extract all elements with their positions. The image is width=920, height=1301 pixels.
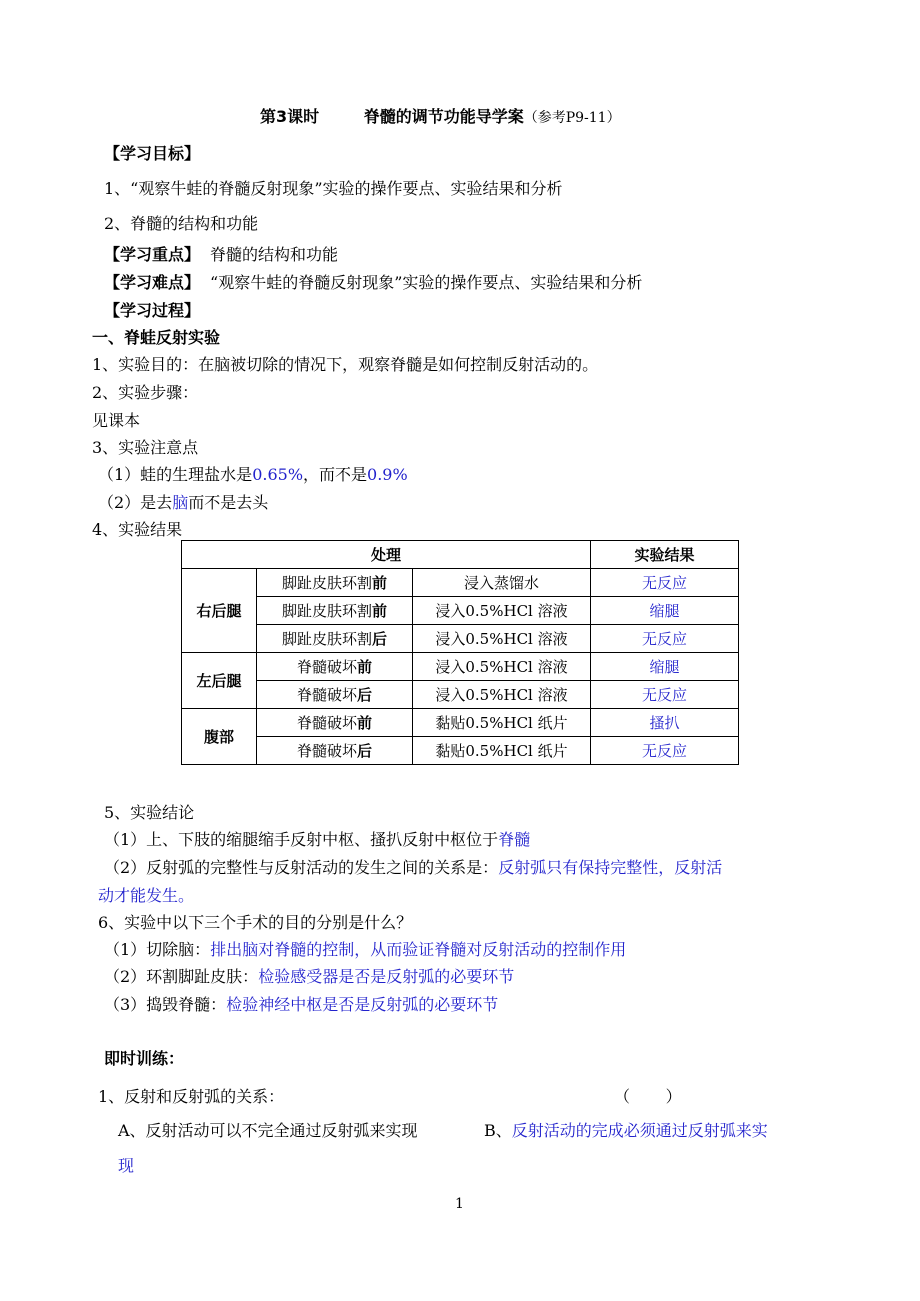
note-2: （2）是去脑而不是去头 [98,493,269,512]
header-result: 实验结果 [591,541,739,569]
difficult-point: 【学习难点】 “观察牛蛙的脊髓反射现象”实验的操作要点、实验结果和分析 [104,273,643,292]
procedure-cell: 脊髓破坏前 [257,653,413,681]
stimulus-cell: 黏贴0.5%HCl 纸片 [413,737,591,765]
conclusion-1: （1）上、下肢的缩腿缩手反射中枢、搔扒反射中枢位于脊髓 [104,830,531,849]
result-cell: 搔扒 [591,709,739,737]
training-question-1: 1、反射和反射弧的关系： [98,1087,285,1106]
conclusion-2: （2）反射弧的完整性与反射活动的发生之间的关系是：反射弧只有保持完整性，反射活 [104,858,723,877]
table-row [182,709,739,737]
stimulus-cell: 浸入蒸馏水 [413,569,591,597]
question-6-2: （2）环割脚趾皮肤：检验感受器是否是反射弧的必要环节 [104,967,515,986]
procedure-cell: 脚趾皮肤环割后 [257,625,413,653]
see-textbook: 见课本 [92,411,141,430]
goal-2: 2、脊髓的结构和功能 [104,214,259,233]
stimulus-cell: 浸入0.5%HCl 溶液 [413,681,591,709]
procedure-cell: 脚趾皮肤环割前 [257,597,413,625]
page-number: 1 [455,1196,464,1212]
conclusion-heading: 5、实验结论 [104,803,195,822]
question-6-1: （1）切除脑：排出脑对脊髓的控制，从而验证脊髓对反射活动的控制作用 [104,940,627,959]
result-cell: 无反应 [591,681,739,709]
table-row [182,569,739,597]
procedure-cell: 脊髓破坏前 [257,709,413,737]
notes-heading: 3、实验注意点 [92,438,199,457]
goal-1: 1、“观察牛蛙的脊髓反射现象”实验的操作要点、实验结果和分析 [104,179,563,198]
table-row [182,625,739,653]
stimulus-cell: 浸入0.5%HCl 溶液 [413,597,591,625]
procedure-cell: 脚趾皮肤环割前 [257,569,413,597]
training-heading: 即时训练： [104,1049,185,1068]
answer-blank: （ ） [614,1087,682,1106]
option-b-continued: 现 [118,1156,135,1175]
table-header-row [182,541,739,569]
stimulus-cell: 浸入0.5%HCl 溶液 [413,625,591,653]
stimulus-cell: 黏贴0.5%HCl 纸片 [413,709,591,737]
group-label: 左后腿 [182,653,257,709]
option-b: B、反射活动的完成必须通过反射弧来实 [484,1121,768,1140]
process-heading: 【学习过程】 [104,301,201,320]
group-label: 右后腿 [182,569,257,653]
results-heading: 4、实验结果 [92,520,183,539]
section-heading: 一、脊蛙反射实验 [92,328,221,347]
procedure-cell: 脊髓破坏后 [257,737,413,765]
table-row [182,597,739,625]
header-treatment: 处理 [182,541,591,569]
table-row [182,653,739,681]
page-title: 第3课时 脊髓的调节功能导学案（参考P9-11） [260,107,621,126]
experiment-steps: 2、实验步骤： [92,383,199,402]
goals-heading: 【学习目标】 [104,144,201,163]
question-6-3: （3）捣毁脊髓：检验神经中枢是否是反射弧的必要环节 [104,995,499,1014]
experiment-purpose: 1、实验目的：在脑被切除的情况下，观察脊髓是如何控制反射活动的。 [92,355,599,374]
result-cell: 无反应 [591,737,739,765]
stimulus-cell: 浸入0.5%HCl 溶液 [413,653,591,681]
result-cell: 缩腿 [591,597,739,625]
procedure-cell: 脊髓破坏后 [257,681,413,709]
question-6: 6、实验中以下三个手术的目的分别是什么？ [98,913,413,932]
result-cell: 无反应 [591,625,739,653]
result-cell: 缩腿 [591,653,739,681]
key-point: 【学习重点】 脊髓的结构和功能 [104,245,339,264]
result-cell: 无反应 [591,569,739,597]
conclusion-2-continued: 动才能发生。 [98,886,195,905]
group-label: 腹部 [182,709,257,765]
table-row [182,737,739,765]
results-table [181,540,739,765]
note-1: （1）蛙的生理盐水是0.65%，而不是0.9% [98,465,408,484]
option-a: A、反射活动可以不完全通过反射弧来实现 [118,1121,418,1140]
table-row [182,681,739,709]
